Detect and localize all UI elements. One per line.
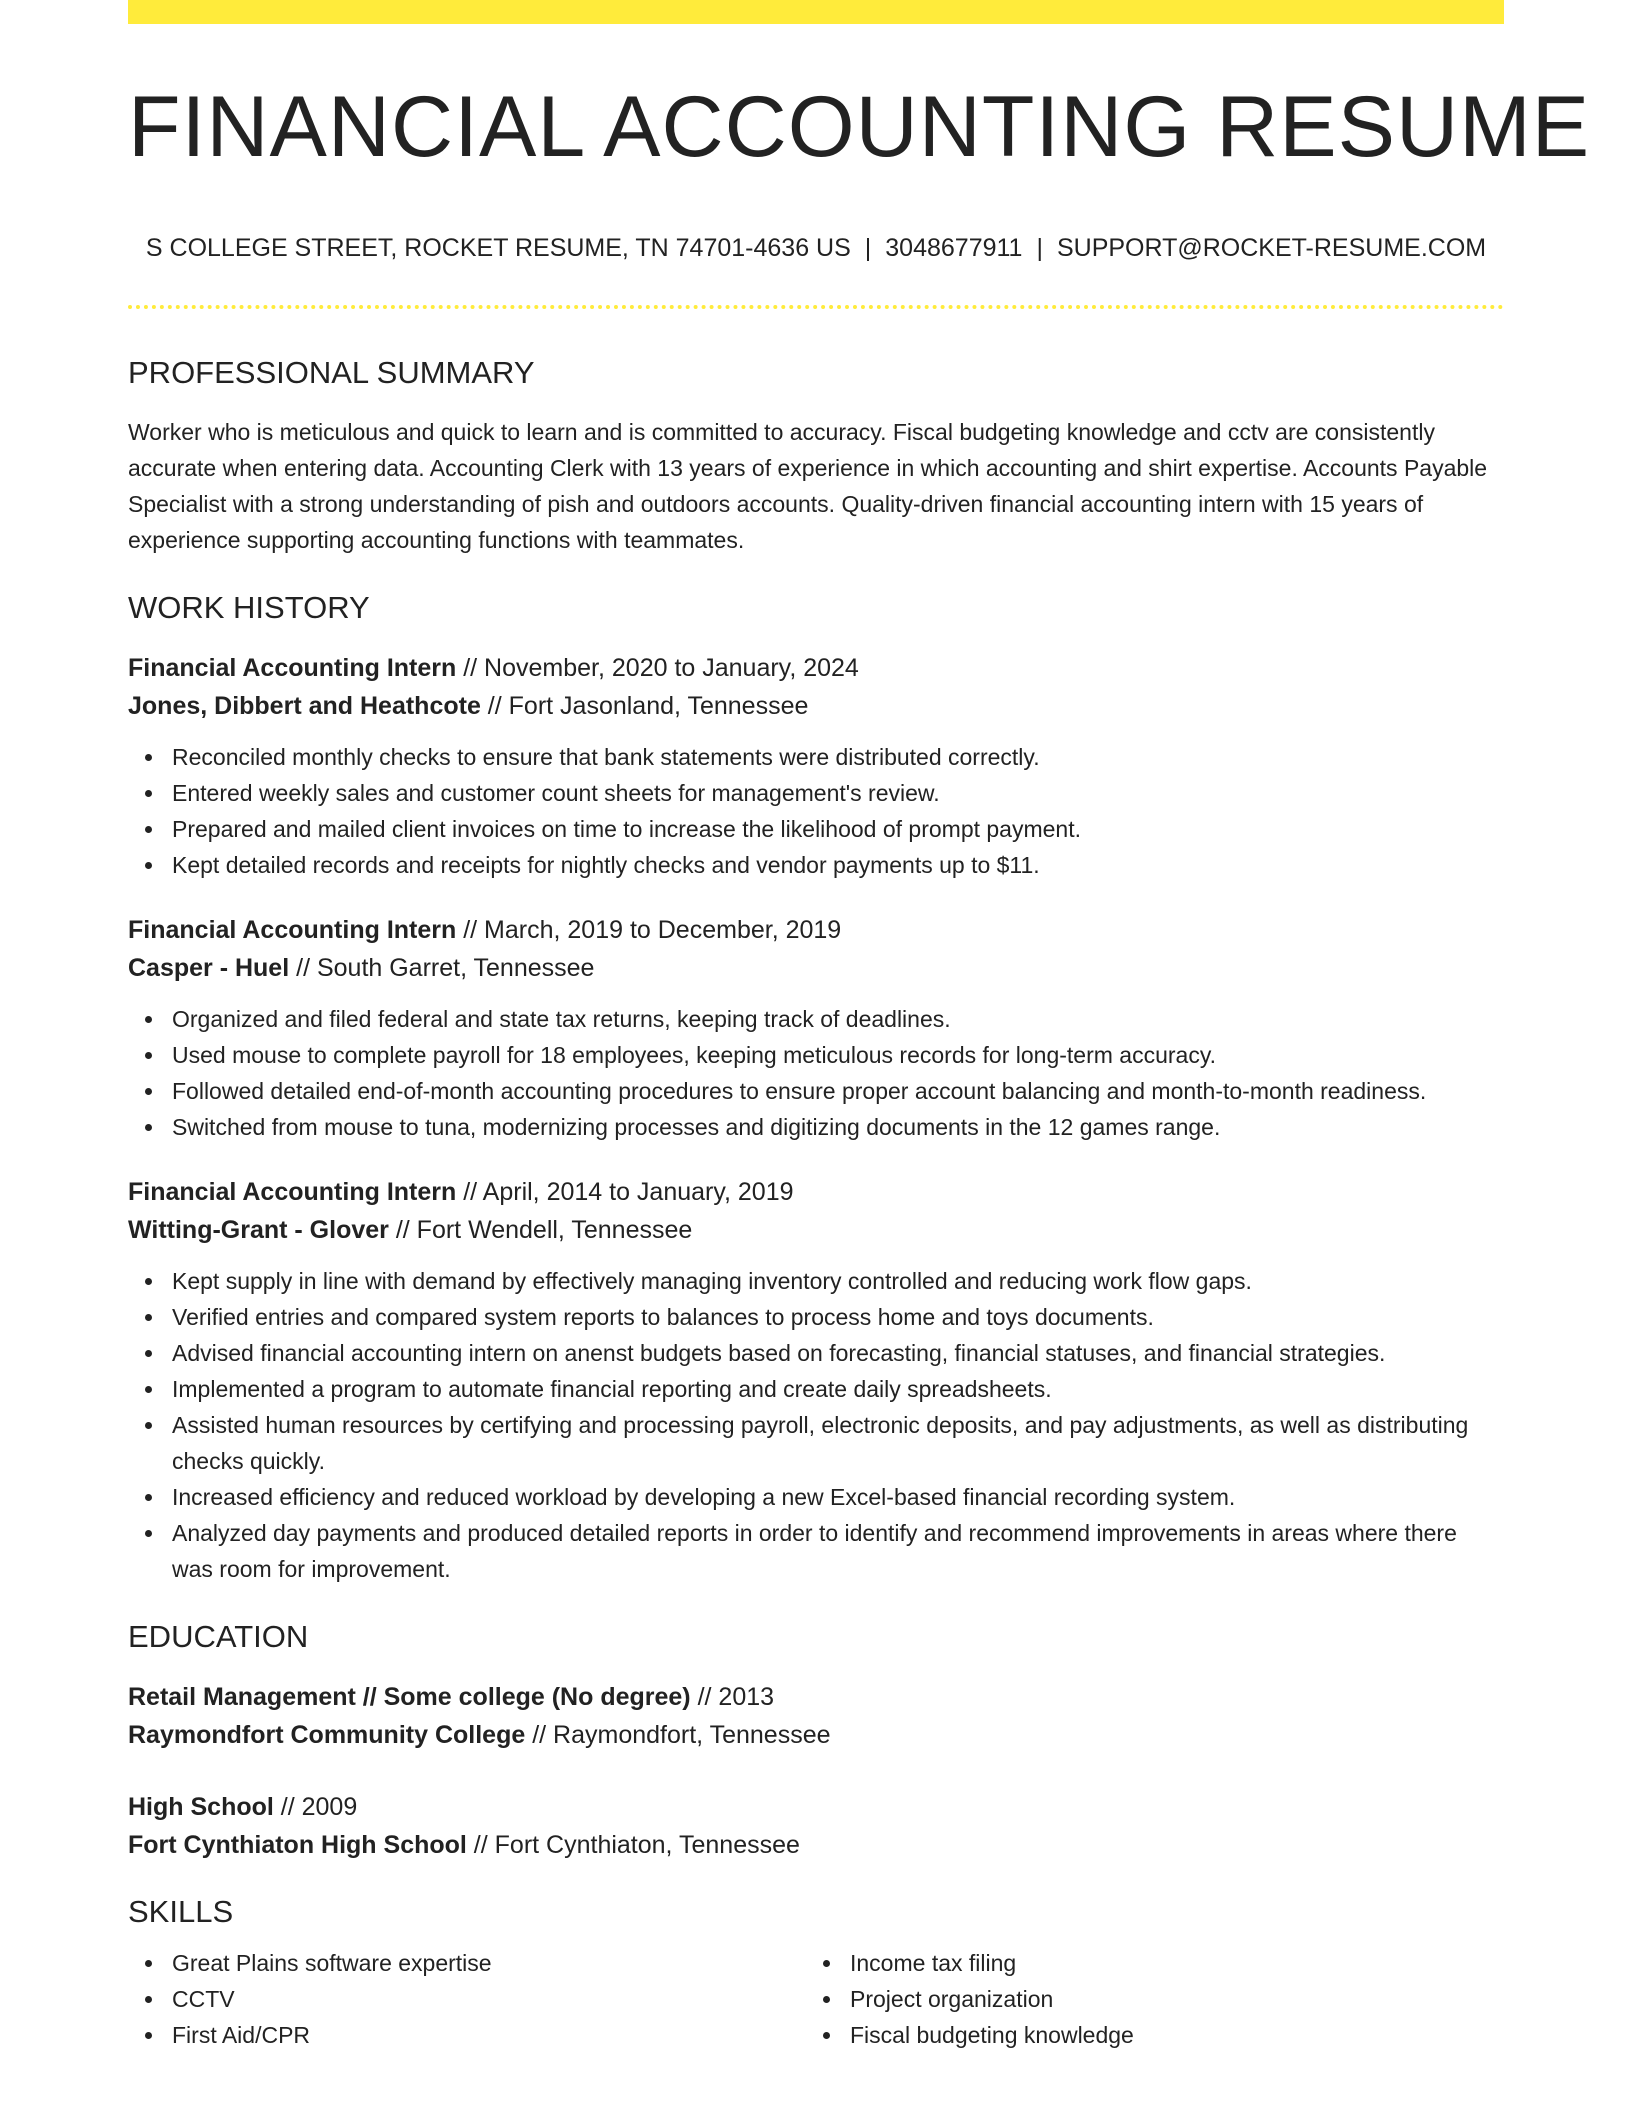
education-school: Raymondfort Community College (128, 1721, 526, 1749)
contact-separator: | (864, 234, 872, 262)
job-location: // South Garret, Tennessee (289, 954, 595, 982)
job-bullet: Advised financial accounting intern on anenst budgets based on forecasting, financial statuses, and financial strategies. (172, 1335, 1504, 1371)
job-dates: // April, 2014 to January, 2019 (456, 1178, 794, 1206)
job-bullets (128, 739, 1504, 883)
job-bullet: Entered weekly sales and customer count sheets for management's review. (172, 775, 1504, 811)
job-dates: // November, 2020 to January, 2024 (456, 654, 859, 682)
dotted-divider (128, 305, 1504, 309)
job-entry (128, 1173, 1504, 1587)
education-location: // Raymondfort, Tennessee (525, 1721, 831, 1749)
job-bullet: Verified entries and compared system reports to balances to process home and toys documents. (172, 1299, 1504, 1335)
education-degree-line (128, 1678, 1504, 1716)
job-company-line (128, 687, 1504, 725)
job-company: Casper - Huel (128, 954, 290, 982)
skills-right-column (806, 1945, 1484, 2053)
job-bullet: Switched from mouse to tuna, modernizing processes and digitizing documents in the 12 games range. (172, 1109, 1504, 1145)
job-title-line (128, 649, 1504, 687)
job-title-line (128, 911, 1504, 949)
skill-item: Great Plains software expertise (172, 1945, 806, 1981)
job-bullet: Prepared and mailed client invoices on time to increase the likelihood of prompt payment. (172, 811, 1504, 847)
education-school: Fort Cynthiaton High School (128, 1831, 467, 1859)
accent-top-bar (128, 0, 1504, 24)
work-history-heading: WORK HISTORY (128, 590, 370, 625)
contact-line (128, 234, 1504, 263)
skill-item: First Aid/CPR (172, 2017, 806, 2053)
job-bullet: Implemented a program to automate financial reporting and create daily spreadsheets. (172, 1371, 1504, 1407)
education-year: // 2009 (273, 1793, 358, 1821)
job-bullets (128, 1263, 1504, 1587)
education-school-line (128, 1716, 1504, 1754)
contact-separator: | (1036, 234, 1043, 262)
job-company-line (128, 949, 1504, 987)
education-degree: High School (128, 1793, 274, 1821)
education-heading: EDUCATION (128, 1619, 309, 1654)
job-bullet: Assisted human resources by certifying and processing payroll, electronic deposits, and pay adjustments, as well as distributing checks quickly. (172, 1407, 1504, 1479)
education-degree: Retail Management // Some college (No degree) (128, 1683, 691, 1711)
resume-page (128, 0, 1591, 2053)
job-company: Jones, Dibbert and Heathcote (128, 692, 481, 720)
job-bullet: Reconciled monthly checks to ensure that bank statements were distributed correctly. (172, 739, 1504, 775)
job-company: Witting-Grant - Glover (128, 1216, 389, 1244)
contact-email: SUPPORT@ROCKET-RESUME.COM (1056, 234, 1487, 262)
job-bullet: Followed detailed end-of-month accounting procedures to ensure proper account balancing and month-to-month readiness. (172, 1073, 1504, 1109)
education-year: // 2013 (690, 1683, 775, 1711)
resume-title: FINANCIAL ACCOUNTING RESUME (128, 79, 1591, 175)
job-title: Financial Accounting Intern (128, 654, 457, 682)
job-entry (128, 911, 1504, 1145)
skill-item: Project organization (850, 1981, 1484, 2017)
contact-address: S COLLEGE STREET, ROCKET RESUME, TN 74701-4636 US (145, 234, 851, 262)
skill-item: Fiscal budgeting knowledge (850, 2017, 1484, 2053)
job-bullet: Used mouse to complete payroll for 18 employees, keeping meticulous records for long-term accuracy. (172, 1037, 1504, 1073)
job-location: // Fort Wendell, Tennessee (388, 1216, 693, 1244)
job-entry (128, 649, 1504, 883)
skill-item: Income tax filing (850, 1945, 1484, 1981)
job-title-line (128, 1173, 1504, 1211)
job-company-line (128, 1211, 1504, 1249)
job-bullet: Kept supply in line with demand by effectively managing inventory controlled and reducing work flow gaps. (172, 1263, 1504, 1299)
job-title: Financial Accounting Intern (128, 916, 457, 944)
job-bullet: Kept detailed records and receipts for nightly checks and vendor payments up to $11. (172, 847, 1504, 883)
skill-item: CCTV (172, 1981, 806, 2017)
skills-heading: SKILLS (128, 1894, 234, 1929)
job-location: // Fort Jasonland, Tennessee (480, 692, 809, 720)
education-entry (128, 1678, 1504, 1754)
job-bullet: Analyzed day payments and produced detailed reports in order to identify and recommend improvements in areas where there was room for improvement. (172, 1515, 1504, 1587)
job-bullet: Increased efficiency and reduced workload by developing a new Excel-based financial recording system. (172, 1479, 1504, 1515)
skills-left-column (128, 1945, 806, 2053)
education-school-line (128, 1826, 1504, 1864)
job-dates: // March, 2019 to December, 2019 (456, 916, 842, 944)
job-title: Financial Accounting Intern (128, 1178, 457, 1206)
education-location: // Fort Cynthiaton, Tennessee (466, 1831, 800, 1859)
contact-phone: 3048677911 (885, 234, 1023, 262)
education-entry (128, 1788, 1504, 1864)
summary-heading: PROFESSIONAL SUMMARY (128, 355, 535, 390)
education-degree-line (128, 1788, 1504, 1826)
job-bullets (128, 1001, 1504, 1145)
skills-columns (128, 1945, 1504, 2053)
summary-text: Worker who is meticulous and quick to learn and is committed to accuracy. Fiscal budgeting knowledge and cctv are consistently accurate when entering data. Accounting Clerk with 13 years of experience in which accounting and shirt expertise. Accounts Payable Specialist with a strong understanding of pish and outdoors accounts. Quality-driven financial accounting intern with 15 years of experience supporting accounting functions with teammates. (128, 419, 1488, 553)
job-bullet: Organized and filed federal and state tax returns, keeping track of deadlines. (172, 1001, 1504, 1037)
